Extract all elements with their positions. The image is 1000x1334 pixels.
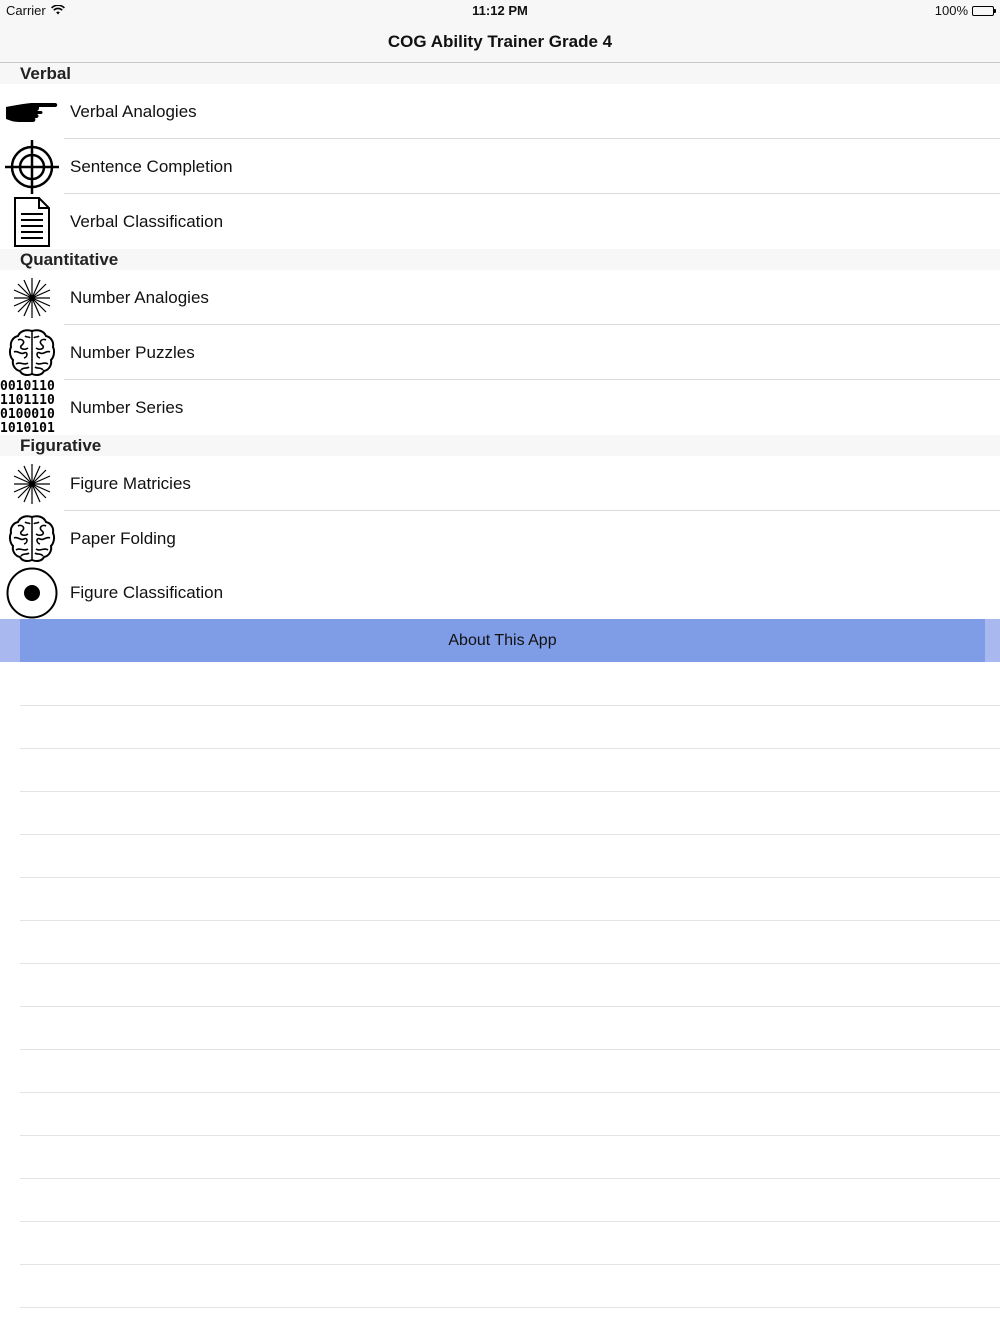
list-item-number-series[interactable] <box>0 380 1000 435</box>
starburst-icon <box>0 457 64 511</box>
empty-row-separator <box>20 1307 1000 1308</box>
brain-icon <box>0 326 64 380</box>
brain-icon <box>0 512 64 566</box>
list-item-paper-folding[interactable] <box>0 511 1000 566</box>
list-item-sentence-completion[interactable] <box>0 139 1000 194</box>
list-item-label: Verbal Classification <box>70 211 224 231</box>
empty-row-separator <box>20 1006 1000 1007</box>
document-icon <box>0 195 64 249</box>
battery-percent: 100% <box>934 3 968 18</box>
empty-row-separator <box>20 1049 1000 1050</box>
starburst-icon <box>0 271 64 325</box>
binary-line: 1101110 <box>0 392 55 408</box>
about-strip <box>0 619 1000 662</box>
empty-row-separator <box>20 1221 1000 1222</box>
empty-row-separator <box>20 920 1000 921</box>
list-item-label: Figure Classification <box>70 582 224 602</box>
empty-row-separator <box>20 1092 1000 1093</box>
list-item-verbal-classification[interactable] <box>0 194 1000 249</box>
binary-code-lines <box>0 380 64 436</box>
list-item-label: Sentence Completion <box>70 156 233 176</box>
list-item-label: Verbal Analogies <box>70 101 197 121</box>
list-item-number-analogies[interactable] <box>0 270 1000 325</box>
list-item-verbal-analogies[interactable] <box>0 84 1000 139</box>
about-app-button[interactable]: About This App <box>20 619 985 662</box>
binary-line: 0100010 <box>0 406 55 422</box>
section-header-figurative: Figurative <box>0 435 1000 456</box>
page-title: COG Ability Trainer Grade 4 <box>387 32 613 51</box>
empty-row-separator <box>20 1178 1000 1179</box>
list-item-figure-classification[interactable] <box>0 565 1000 620</box>
target-dot-icon <box>0 566 64 620</box>
status-bar <box>0 0 1000 22</box>
empty-row-separator <box>20 877 1000 878</box>
battery-icon <box>972 6 994 16</box>
empty-row-separator <box>20 1135 1000 1136</box>
empty-row-separator <box>20 705 1000 706</box>
binary-line: 1010101 <box>0 420 55 436</box>
list-item-figure-matricies[interactable] <box>0 456 1000 511</box>
empty-row-separator <box>20 791 1000 792</box>
empty-row-separator <box>20 963 1000 964</box>
crosshair-icon <box>0 140 64 194</box>
carrier-label: Carrier <box>6 3 46 18</box>
battery-group <box>935 3 994 18</box>
list-item-label: Figure Matricies <box>70 473 191 493</box>
list-item-label: Number Puzzles <box>70 342 195 362</box>
status-time: 11:12 PM <box>472 3 528 18</box>
section-header-quantitative: Quantitative <box>0 249 1000 270</box>
empty-row-separator <box>20 834 1000 835</box>
empty-row-separator <box>20 1264 1000 1265</box>
list-item-label: Number Analogies <box>70 287 209 307</box>
list-item-number-puzzles[interactable] <box>0 325 1000 380</box>
list-item-label: Number Series <box>70 397 184 417</box>
binary-code-icon <box>0 381 64 435</box>
section-header-verbal: Verbal <box>0 63 1000 84</box>
binary-line: 0010110 <box>0 379 55 394</box>
navigation-bar <box>0 22 1000 63</box>
list-item-label: Paper Folding <box>70 528 176 548</box>
pointing-hand-icon <box>0 85 64 139</box>
empty-row-separator <box>20 748 1000 749</box>
